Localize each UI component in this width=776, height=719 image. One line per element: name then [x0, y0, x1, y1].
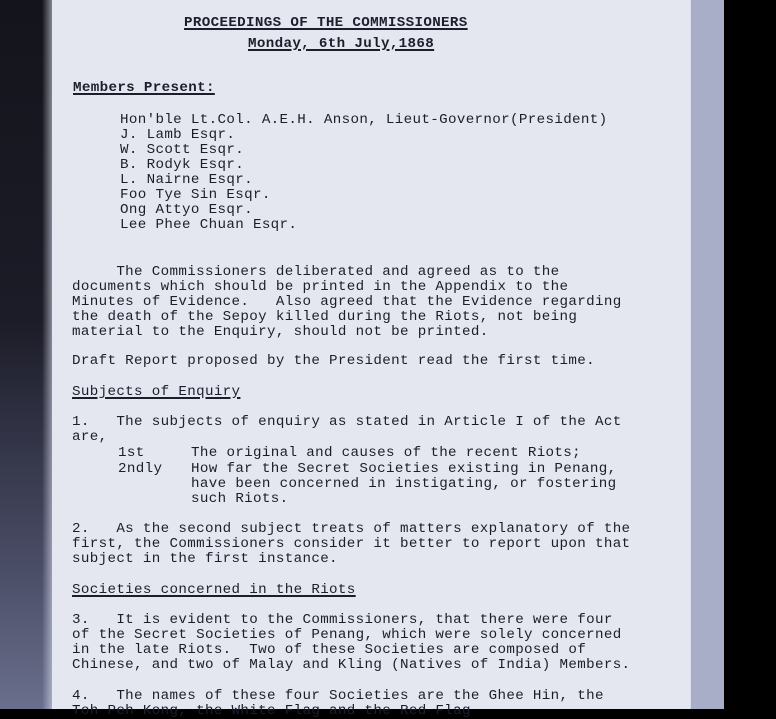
subitem-label: 2ndly [118, 461, 163, 477]
subitem-label: 1st [118, 445, 145, 461]
item-line: 1. The subjects of enquiry as stated in Article I of the Act [72, 414, 622, 430]
members-heading: Members Present: [73, 80, 215, 96]
scan-left-edge [0, 0, 52, 709]
scan-background [724, 0, 776, 709]
item-line: Chinese, and two of Malay and Kling (Natives of India) Members. [72, 657, 631, 673]
paragraph-line: Minutes of Evidence. Also agreed that the Evidence regarding [72, 294, 622, 310]
subjects-heading: Subjects of Enquiry [72, 384, 241, 400]
item-line: 3. It is evident to the Commissioners, that there were four [72, 612, 613, 628]
document-title: PROCEEDINGS OF THE COMMISSIONERS [184, 15, 468, 31]
item-line: are, [72, 429, 108, 445]
item-line: of the Secret Societies of Penang, which were solely concerned [72, 627, 622, 643]
member-item: Hon'ble Lt.Col. A.E.H. Anson, Lieut-Governor(President) [120, 112, 608, 128]
paragraph-line: The Commissioners deliberated and agreed as to the [72, 264, 560, 280]
member-item: Lee Phee Chuan Esqr. [120, 217, 298, 233]
societies-heading: Societies concerned in the Riots [72, 582, 356, 598]
member-item: Ong Attyo Esqr. [120, 202, 253, 218]
draft-report-line: Draft Report proposed by the President read the first time. [72, 353, 595, 369]
member-item: B. Rodyk Esqr. [120, 157, 245, 173]
paragraph-line: material to the Enquiry, should not be printed. [72, 324, 489, 340]
member-item: W. Scott Esqr. [120, 142, 245, 158]
member-item: J. Lamb Esqr. [120, 127, 236, 143]
item-line: first, the Commissioners consider it better to report upon that [72, 536, 631, 552]
item-line: 4. The names of these four Societies are the Ghee Hin, the [72, 688, 604, 704]
item-line: Toh Peh Kong, the White Flag and the Red Flag [72, 703, 471, 719]
paragraph-line: documents which should be printed in the Appendix to the [72, 279, 569, 295]
scan-right-strip [690, 0, 725, 709]
subitem-line: The original and causes of the recent Riots; [191, 445, 582, 461]
subitem-line: have been concerned in instigating, or fostering [191, 476, 617, 492]
paragraph-line: the death of the Sepoy killed during the Riots, not being [72, 309, 578, 325]
document-date: Monday, 6th July,1868 [248, 36, 435, 52]
member-item: Foo Tye Sin Esqr. [120, 187, 271, 203]
subitem-line: such Riots. [191, 491, 289, 507]
item-line: subject in the first instance. [72, 551, 338, 567]
member-item: L. Nairne Esqr. [120, 172, 253, 188]
subitem-line: How far the Secret Societies existing in Penang, [191, 461, 617, 477]
document-page [52, 0, 690, 719]
item-line: 2. As the second subject treats of matters explanatory of the [72, 521, 631, 537]
item-line: in the late Riots. Two of these Societies are composed of [72, 642, 587, 658]
